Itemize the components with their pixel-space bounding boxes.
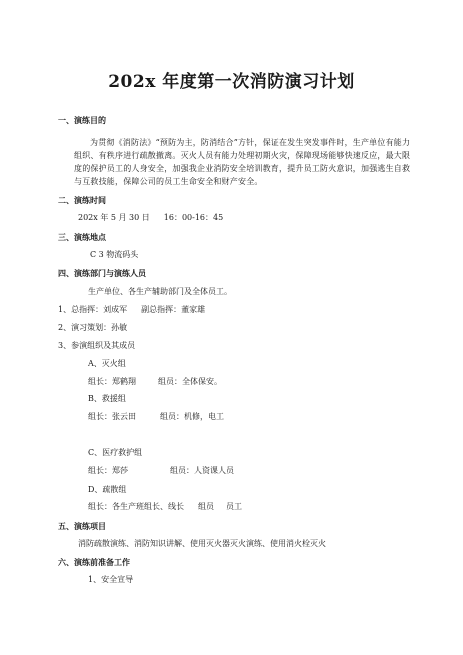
- group-d-title: D、疏散组: [88, 485, 127, 494]
- drill-items: 消防疏散演练、消防知识讲解、使用灭火器灭火演练、使用消火栓灭火: [78, 539, 326, 548]
- group-d-members-label: 组员: [198, 502, 214, 511]
- section-1-heading: 一、演练目的: [58, 115, 106, 125]
- members-title: 3、参演组织及其成员: [58, 341, 136, 350]
- group-c-leader: 组长：郑莎: [88, 466, 128, 475]
- drill-date: 202x 年 5 月 30 日: [78, 213, 150, 222]
- group-c-members: 组员：人资课人员: [170, 466, 234, 475]
- group-b-line: [88, 412, 224, 422]
- group-b-leader: 组长：张云田: [88, 412, 136, 421]
- group-d-leader: 组长：各生产班组长、线长: [88, 502, 184, 511]
- document-title: 202x 年度第一次消防演习计划: [108, 72, 355, 92]
- group-d-members: 员工: [226, 502, 242, 511]
- group-c-title: C、医疗救护组: [88, 448, 143, 457]
- drill-time: [78, 213, 223, 223]
- prep-item-1: 1、安全宣导: [88, 575, 134, 584]
- group-a-title: A、灭火组: [88, 359, 126, 368]
- drill-time-range: 16：00-16：45: [163, 213, 224, 222]
- group-b-title: B、救援组: [88, 394, 126, 403]
- commander: 1、总指挥：刘成军: [58, 305, 128, 314]
- group-a-leader: 组长：郑鹤翔: [88, 377, 136, 386]
- deputy-commander: 副总指挥：董家雄: [141, 305, 206, 314]
- participating-departments: 生产单位、各生产辅助部门及全体员工。: [88, 287, 232, 296]
- section-6-heading: 六、演练前准备工作: [58, 557, 130, 567]
- group-a-members: 组员：全体保安。: [158, 377, 222, 386]
- group-b-members: 组员：机修，电工: [160, 412, 224, 421]
- section-5-heading: 五、演练项目: [58, 521, 106, 531]
- section-1-paragraph: 为贯彻《消防法》“预防为主，防消结合”方针，保证在发生突发事件时，生产单位有能力组织、有秩序进行疏散撤离。灭火人员有能力处理初期火灾，保障现场能够快速反应，最大限度的保护员工的人身安全，加强我企业消防安全培训教育，提升员工防火意识，加强逃生自救与互救技能，保障公司的员工生命安全和财产安全。: [74, 138, 411, 186]
- section-3-heading: 三、演练地点: [58, 232, 106, 242]
- group-d-line: [88, 502, 242, 512]
- section-4-heading: 四、演练部门与演练人员: [58, 268, 146, 278]
- commander-line: [58, 305, 205, 315]
- group-a-line: [88, 377, 222, 387]
- drill-location: C 3 物流码头: [90, 250, 139, 259]
- group-c-line: [88, 466, 234, 476]
- section-2-heading: 二、演练时间: [58, 195, 106, 205]
- drill-planner: 2、演习策划：孙敏: [58, 323, 128, 332]
